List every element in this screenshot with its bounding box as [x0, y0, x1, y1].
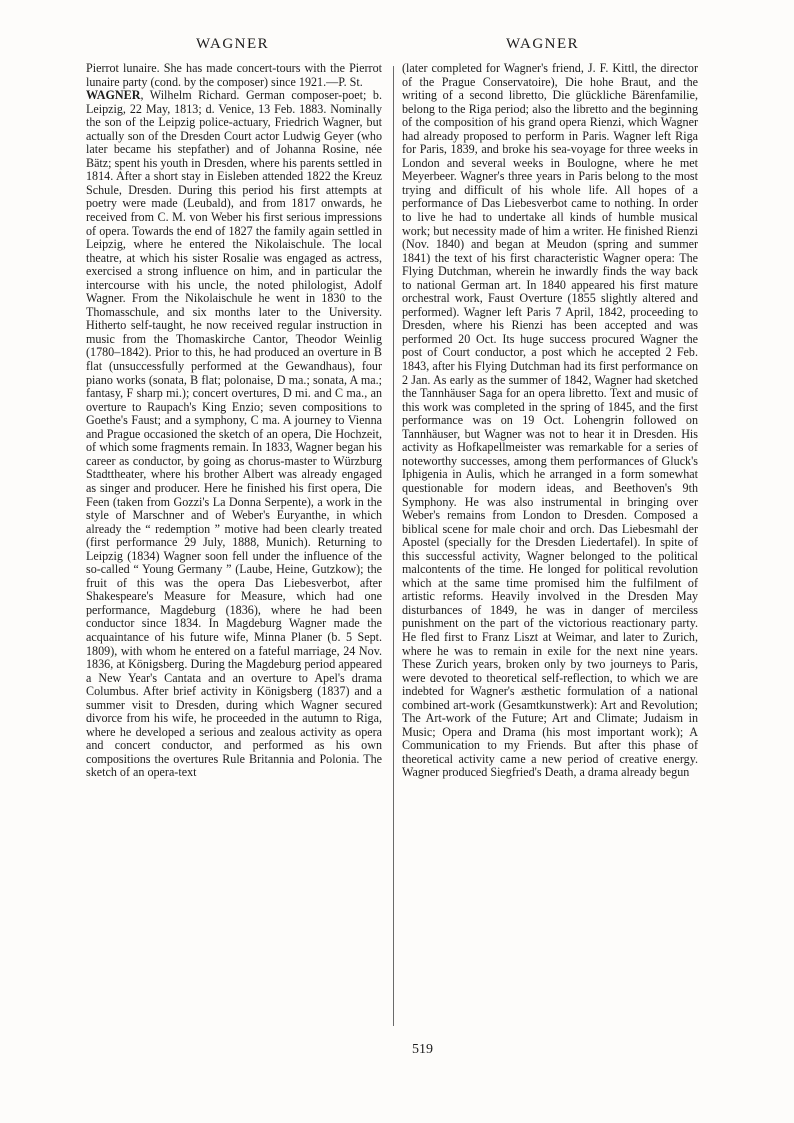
page-number: 519: [412, 1042, 433, 1057]
entry-wagner-text: , Wilhelm Richard. German composer-poet; b. Leipzig, 22 May, 1813; d. Venice, 13 Feb. 1883. Nominally the son of the Leipzig police-actuary, Friedrich Wagner, but actually son of the Dresden Court actor Ludwig Geyer (who later became his stepfather) and of Johanna Rosine, née Bätz; spent his youth in Dresden, where his parents settled in 1814. After a short stay in Eisleben attended 1822 the Kreuz Schule, Dresden. During this period his first attempts at poetry were made (Leubald), and from 1817 onwards, he received from C. M. von Weber his first serious impressions of opera. Towards the end of 1827 the family again settled in Leipzig, where he entered the Nikolaischule. The local theatre, at which his sister Rosalie was engaged as actress, exercised a strong influence on him, and in particular the intercourse with his uncle, the noted philologist, Adolf Wagner. From the Nikolaischule he went in 1830 to the Thomasschule, and six months later to the University. Hitherto self-taught, he now received regular instruction in music from the Thomaskirche Cantor, Theodor Weinlig (1780–1842). Prior to this, he had produced an overture in B flat (unsuccessfully performed at the Gewandhaus), four piano works (sonata, B flat; polonaise, D ma.; sonata, A ma.; fantasy, F sharp mi.); concert overtures, D mi. and C ma., an overture to Raupach's King Enzio; seven compositions to Goethe's Faust; and a symphony, C ma. A journey to Vienna and Prague occasioned the sketch of an opera, Die Hochzeit, of which some fragments remain. In 1833, Wagner began his career as conductor, by going as chorus-master to Würzburg Stadttheater, where his brother Albert was already engaged as singer and producer. Here he finished his first opera, Die Feen (taken from Gozzi's La Donna Serpente), a work in the style of Marschner and of Weber's Euryanthe, in which already the “ redemption ” motive had been clearly treated (first performance 29 July, 1888, Munich). Returning to Leipzig (1834) Wagner soon fell under the influence of the so-called “ Young Germany ” (Laube, Heine, Gutzkow); the fruit of this was the opera Das Liebesverbot, after Shakespeare's Measure for Measure, which had one performance, Magdeburg (1836), where he had been conductor since 1834. In Magdeburg Wagner made the acquaintance of his future wife, Minna Planer (b. 5 Sept. 1809), with whom he entered on a fateful marriage, 24 Nov. 1836, at Königsberg. During the Magdeburg period appeared a New Year's Cantata and an overture to Apel's drama Columbus. After brief activity in Königsberg (1837) and a summer visit to Dresden, during which Wagner secured divorce from his wife, he proceeded in the autumn to Riga, where he developed a serious and zealous activity as opera and concert conductor, and performed as his own compositions the overtures Rule Britannia and Polonia. The sketch of an opera-text: [86, 88, 382, 780]
right-column: [402, 62, 698, 780]
left-column: [86, 62, 382, 780]
column-divider: [393, 66, 394, 1026]
entry-continuation: Pierrot lunaire. She has made concert-tours with the Pierrot lunaire party (cond. by the composer) since 1921.—P. St.: [86, 61, 382, 89]
entry-wagner: [86, 89, 382, 780]
running-header-right: WAGNER: [506, 36, 580, 52]
entry-wagner-continued: (later completed for Wagner's friend, J. F. Kittl, the director of the Prague Conservatoire), Die hohe Braut, and the writing of a second libretto, Die glückliche Bärenfamilie, belong to the Riga period; also the libretto and the beginning of the composition of his grand opera Rienzi, which Wagner had already proposed to perform in Paris. Wagner left Riga for Paris, 1839, and broke his sea-voyage for three weeks in London and several weeks in Boulogne, where he met Meyerbeer. Wagner's three years in Paris belong to the most trying and difficult of his whole life. All hopes of a performance of Das Liebesverbot came to nothing. In order to live he had to undertake all kinds of humble musical work; but necessity made of him a writer. He finished Rienzi (Nov. 1840) and began at Meudon (spring and summer 1841) the text of his first characteristic Wagner opera: The Flying Dutchman, wherein he inwardly finds the way back to national German art. In 1840 appeared his first mature orchestral work, Faust Overture (1855 slightly altered and performed). Wagner left Paris 7 April, 1842, proceeding to Dresden, where his Rienzi has been accepted and was performed 20 Oct. Its huge success procured Wagner the post of Court conductor, a post which he accepted 2 Feb. 1843, after his Flying Dutchman had its first performance on 2 Jan. As early as the summer of 1842, Wagner had sketched the Tannhäuser Saga for an opera libretto. Text and music of this work was completed in the spring of 1845, and the first performance was on 19 Oct. Lohengrin followed on Tannhäuser, but Wagner was not to hear it in Dresden. His activity as Hofkapellmeister was remarkable for a series of noteworthy successes, among them performances of Gluck's Iphigenia in Aulis, which he arranged in a form somewhat questionable for modern ideas, and Beethoven's 9th Symphony. He was also instrumental in bringing over Weber's remains from London to Dresden. Composed a biblical scene for male choir and orch. Das Liebesmahl der Apostel (specially for the Dresden Liedertafel). In spite of this successful activity, Wagner belonged to the political malcontents of the time. He longed for political revolution which at the same time promised him the fulfilment of artistic reforms. Heavily involved in the Dresden May disturbances of 1849, he was in danger of merciless punishment on the part of the victorious reactionary party. He fled first to Franz Liszt at Weimar, and later to Zurich, where he was to remain in exile for the next nine years. These Zurich years, broken only by two journeys to Paris, were devoted to theoretical self-reflection, to which we are indebted for Wagner's æsthetic formulation of a national combined art-work (Gesamtkunstwerk): Art and Revolution; The Art-work of the Future; Art and Climate; Judaism in Music; Opera and Drama (his most important work); A Communication to my Friends. But after this phase of theoretical activity came a new period of creative energy. Wagner produced Siegfried's Death, a drama already begun: [402, 61, 698, 780]
headword-wagner: WAGNER: [86, 88, 141, 103]
running-header-left: WAGNER: [196, 36, 270, 52]
